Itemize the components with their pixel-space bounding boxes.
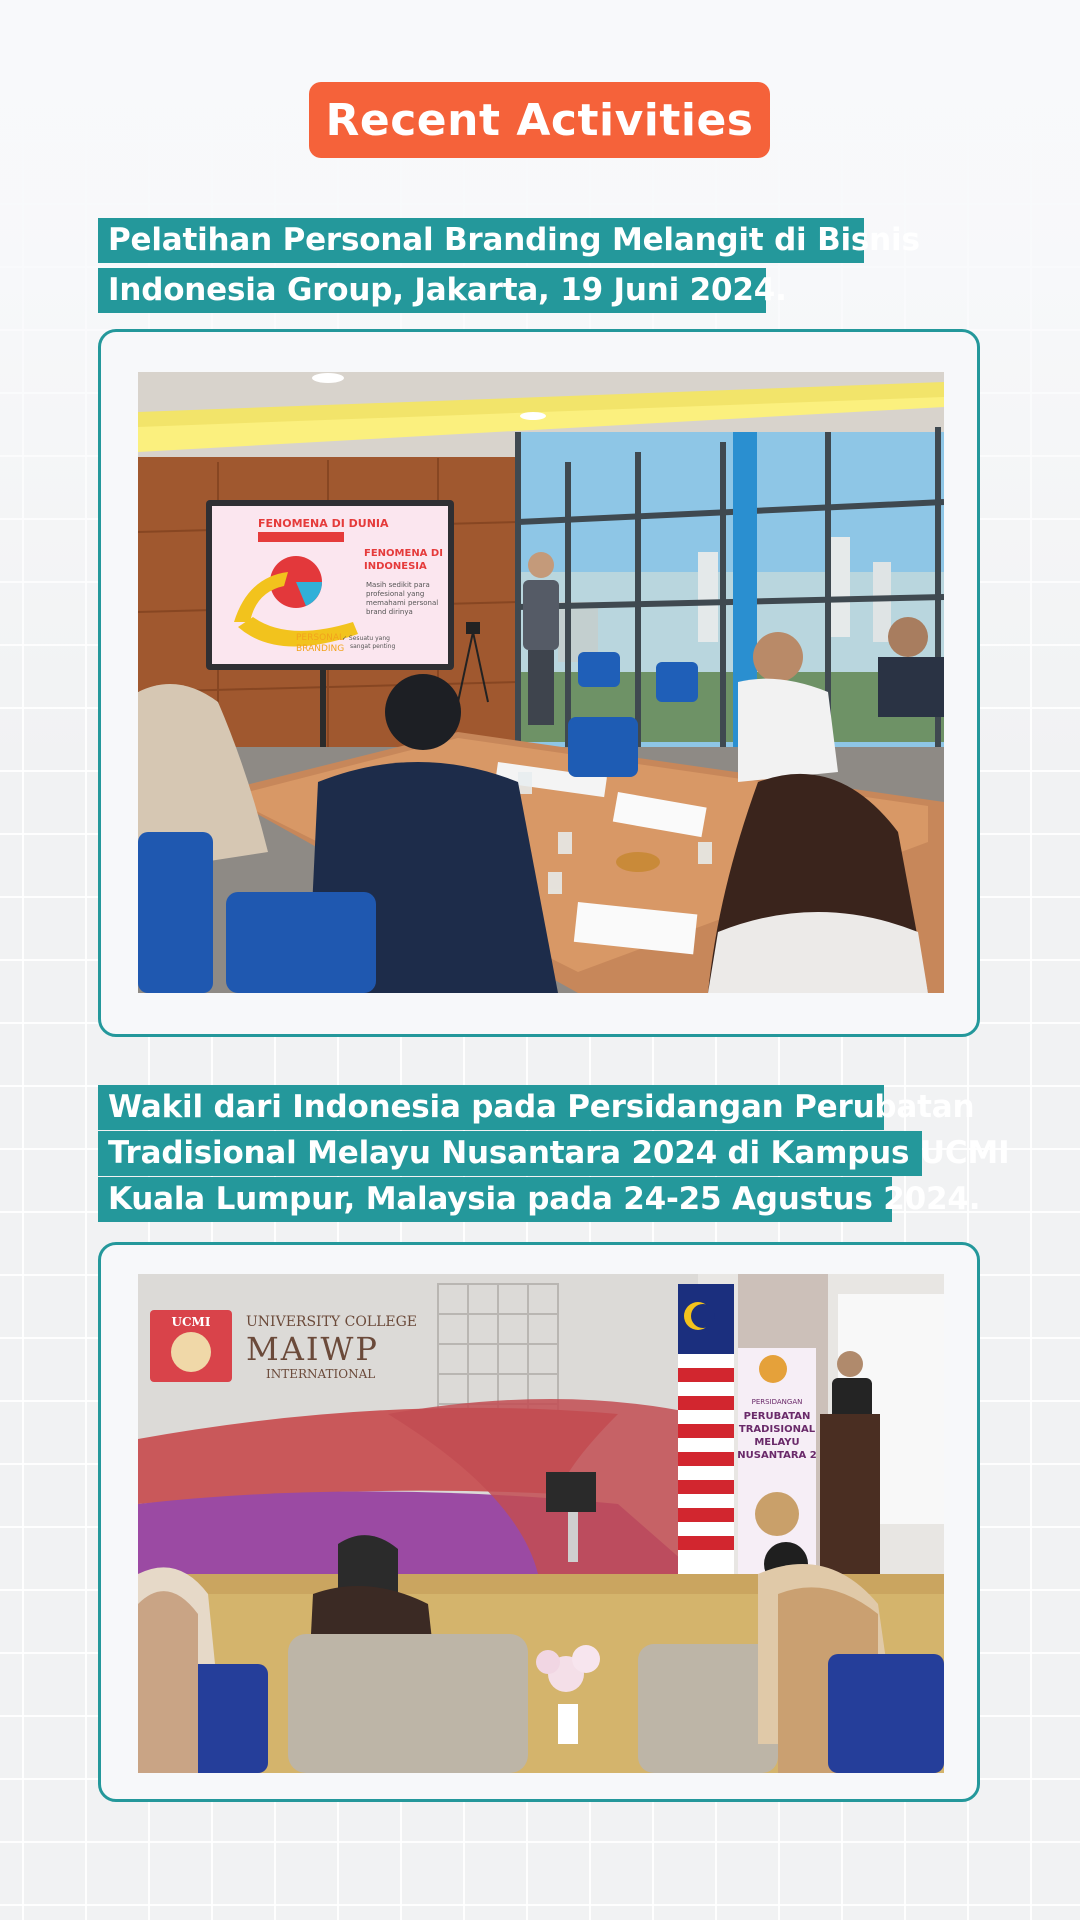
ucmi-logo-text: UCMI [171,1315,211,1329]
slide-heading: FENOMENA DI DUNIA [258,517,389,530]
slide-text: sangat penting [350,643,396,650]
slide-subheading: FENOMENA DI [364,548,443,559]
activity-1-card [98,329,980,1037]
rollup-text: MELAYU [754,1437,800,1448]
rollup-text: PERUBATAN [743,1411,811,1422]
caption-line: Wakil dari Indonesia pada Persidangan Perubatan [98,1085,884,1130]
caption-line: Tradisional Melayu Nusantara 2024 di Kampus UCMI [98,1131,922,1176]
caption-line: Kuala Lumpur, Malaysia pada 24-25 Agustus 2024. [98,1177,892,1222]
slide-subheading: INDONESIA [364,561,427,572]
slide-text: BRANDING [296,644,345,654]
activity-2-photo [138,1274,944,1773]
banner-text: UNIVERSITY COLLEGE [246,1314,418,1330]
caption-line: Pelatihan Personal Branding Melangit di Bisnis [98,218,864,263]
banner-text: MAIWP [246,1330,379,1368]
slide-text: Masih sedikit para [366,581,430,589]
rollup-text: PERSIDANGAN [751,1398,803,1406]
rollup-text: NUSANTARA 2 [737,1450,817,1461]
slide-text: PERSONAL [296,633,345,643]
page-title: Recent Activities [325,94,754,146]
activity-2-card [98,1242,980,1802]
slide-text: ✓ Sesuatu yang [342,635,390,642]
slide-text: profesional yang [366,590,425,598]
page-title-badge [309,82,770,158]
rollup-text: TRADISIONAL [738,1424,816,1435]
activity-1-photo [138,372,944,993]
caption-line: Indonesia Group, Jakarta, 19 Juni 2024. [98,268,766,313]
banner-text: INTERNATIONAL [266,1367,376,1381]
slide-text: brand dirinya [366,608,413,616]
slide-text: memahami personal [366,599,439,607]
